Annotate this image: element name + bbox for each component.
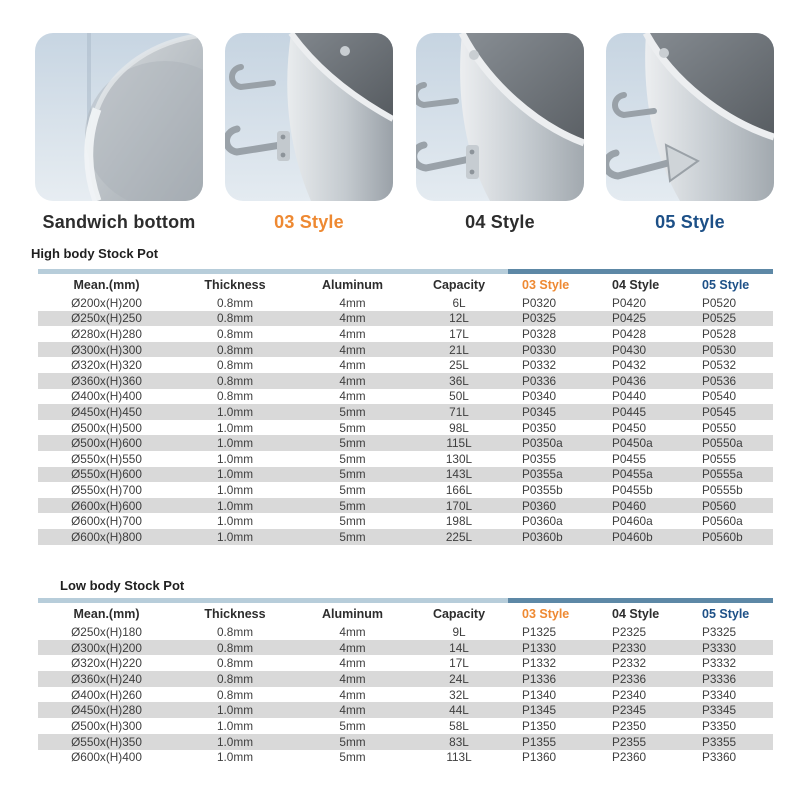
column-header: Aluminum	[321, 277, 384, 292]
column-header: Thickness	[204, 277, 266, 292]
table-row	[38, 467, 773, 483]
cell: Ø600x(H)700	[71, 514, 142, 529]
table-row	[38, 513, 773, 529]
cell: P0336	[522, 373, 557, 388]
cell: 5mm	[339, 451, 366, 466]
cell: 0.8mm	[216, 311, 254, 326]
cell: 4mm	[339, 656, 366, 671]
column-header: 03 Style	[522, 606, 570, 621]
cell: P1355	[522, 734, 557, 749]
cell: 1.0mm	[216, 467, 254, 482]
cell: Ø280x(H)280	[71, 326, 142, 341]
cell: P3340	[702, 687, 737, 702]
cell: 0.8mm	[216, 342, 254, 357]
gallery-label-05-style: 05 Style	[655, 212, 725, 232]
column-header: Mean.(mm)	[73, 606, 140, 621]
table-row	[38, 389, 773, 405]
pot-rim-photo-icon	[416, 33, 584, 201]
table-row	[38, 435, 773, 451]
cell: 71L	[449, 404, 469, 419]
column-header: 04 Style	[612, 606, 660, 621]
cell: P0530	[702, 342, 737, 357]
cell: P0455a	[612, 467, 653, 482]
cell: P0460	[612, 498, 647, 513]
cell: 5mm	[339, 420, 366, 435]
cell: P2345	[612, 703, 647, 718]
cell: P3332	[702, 656, 737, 671]
cell: 5mm	[339, 404, 366, 419]
cell: 4mm	[339, 358, 366, 373]
cell: 1.0mm	[216, 529, 254, 544]
cell: P3350	[702, 718, 737, 733]
column-header: 05 Style	[702, 277, 750, 292]
cell: P0355a	[522, 467, 563, 482]
cell: P0525	[702, 311, 737, 326]
cell: P3345	[702, 703, 737, 718]
cell: P0360a	[522, 514, 563, 529]
cell: 98L	[449, 420, 469, 435]
cell: 1.0mm	[216, 734, 254, 749]
cell: 0.8mm	[216, 687, 254, 702]
column-header: Capacity	[432, 606, 486, 621]
cell: P0328	[522, 326, 557, 341]
table-row	[38, 702, 773, 718]
table-header-row	[38, 274, 773, 295]
cell: P0455b	[612, 482, 653, 497]
cell: P0560b	[702, 529, 743, 544]
cell: P0460b	[612, 529, 653, 544]
cell: 17L	[449, 326, 469, 341]
cell: 1.0mm	[216, 451, 254, 466]
cell: P0532	[702, 358, 737, 373]
cell: P0450a	[612, 436, 653, 451]
cell: 5mm	[339, 734, 366, 749]
table-top-bar	[38, 269, 773, 274]
cell: P0520	[702, 295, 737, 310]
cell: P0432	[612, 358, 647, 373]
cell: P3336	[702, 671, 737, 686]
cell: Ø250x(H)180	[71, 624, 142, 639]
cell: 44L	[449, 703, 469, 718]
table-row	[38, 373, 773, 389]
cell: P0350a	[522, 436, 563, 451]
table-header-row	[38, 603, 773, 624]
cell: Ø500x(H)600	[71, 436, 142, 451]
cell: Ø360x(H)240	[71, 671, 142, 686]
cell: P0555a	[702, 467, 743, 482]
cell: Ø550x(H)600	[71, 467, 142, 482]
cell: 1.0mm	[216, 498, 254, 513]
cell: Ø600x(H)600	[71, 498, 142, 513]
cell: 21L	[449, 342, 469, 357]
cell: 166L	[445, 482, 473, 497]
cell: P0332	[522, 358, 557, 373]
cell: Ø550x(H)550	[71, 451, 142, 466]
cell: P0420	[612, 295, 647, 310]
cell: 36L	[449, 373, 469, 388]
cell: P0550	[702, 420, 737, 435]
cell: Ø600x(H)400	[71, 750, 142, 765]
cell: 5mm	[339, 718, 366, 733]
cell: P0455	[612, 451, 647, 466]
table-row	[38, 311, 773, 327]
cell: 1.0mm	[216, 420, 254, 435]
pot-bottom-photo-icon	[35, 33, 203, 201]
sandwich-bottom-pot-image	[35, 33, 203, 201]
cell: 17L	[449, 656, 469, 671]
cell: P0536	[702, 373, 737, 388]
cell: 4mm	[339, 295, 366, 310]
table-row	[38, 326, 773, 342]
cell: 4mm	[339, 342, 366, 357]
cell: 5mm	[339, 514, 366, 529]
cell: 4mm	[339, 311, 366, 326]
table-row	[38, 295, 773, 311]
cell: 25L	[449, 358, 469, 373]
column-header: 03 Style	[522, 277, 570, 292]
cell: 4mm	[339, 703, 366, 718]
gallery-label-03-style: 03 Style	[274, 212, 344, 232]
cell: P1340	[522, 687, 557, 702]
cell: 6L	[452, 295, 466, 310]
cell: P3325	[702, 624, 737, 639]
cell: 24L	[449, 671, 469, 686]
cell: P0560a	[702, 514, 743, 529]
table-body	[38, 624, 773, 765]
cell: P0350	[522, 420, 557, 435]
cell: P0528	[702, 326, 737, 341]
cell: 4mm	[339, 671, 366, 686]
cell: P1336	[522, 671, 557, 686]
column-header: Capacity	[432, 277, 486, 292]
cell: P1360	[522, 750, 557, 765]
cell: 115L	[446, 436, 472, 451]
cell: Ø320x(H)220	[71, 656, 142, 671]
cell: P1350	[522, 718, 557, 733]
cell: P0540	[702, 389, 737, 404]
top-bar-light-segment	[38, 269, 508, 274]
cell: P0460a	[612, 514, 653, 529]
cell: Ø600x(H)800	[71, 529, 142, 544]
table-row	[38, 624, 773, 640]
cell: P0555b	[702, 482, 743, 497]
table-title-high-body: High body Stock Pot	[31, 246, 159, 261]
cell: 0.8mm	[216, 358, 254, 373]
cell: Ø200x(H)200	[71, 295, 142, 310]
cell: 1.0mm	[216, 514, 254, 529]
cell: 1.0mm	[216, 482, 254, 497]
cell: P0355b	[522, 482, 563, 497]
pot-rim-photo-icon	[606, 33, 774, 201]
cell: 5mm	[339, 750, 366, 765]
cell: 0.8mm	[216, 326, 254, 341]
table-row	[38, 734, 773, 750]
style-03-pot-image	[225, 33, 393, 201]
cell: Ø300x(H)200	[71, 640, 142, 655]
cell: P0320	[522, 295, 557, 310]
cell: P0550a	[702, 436, 743, 451]
cell: Ø400x(H)400	[71, 389, 142, 404]
cell: P0555	[702, 451, 737, 466]
cell: 170L	[445, 498, 473, 513]
cell: P2330	[612, 640, 647, 655]
cell: 0.8mm	[216, 656, 254, 671]
cell: P0355	[522, 451, 557, 466]
table-title-low-body: Low body Stock Pot	[60, 578, 185, 593]
cell: 1.0mm	[216, 436, 254, 451]
cell: 1.0mm	[216, 703, 254, 718]
cell: 225L	[445, 529, 473, 544]
cell: P0450	[612, 420, 647, 435]
cell: 0.8mm	[216, 671, 254, 686]
top-bar-light-segment	[38, 598, 508, 603]
cell: P0545	[702, 404, 737, 419]
gallery-label-04-style: 04 Style	[465, 212, 535, 232]
cell: 5mm	[339, 436, 366, 451]
table-row	[38, 640, 773, 656]
table-row	[38, 750, 773, 766]
cell: P0360	[522, 498, 557, 513]
cell: Ø250x(H)250	[71, 311, 142, 326]
cell: 143L	[445, 467, 473, 482]
cell: 4mm	[339, 326, 366, 341]
top-bar-dark-segment	[508, 598, 773, 603]
cell: 14L	[449, 640, 469, 655]
cell: 4mm	[339, 687, 366, 702]
table-row	[38, 342, 773, 358]
column-header: Aluminum	[321, 606, 384, 621]
cell: 58L	[449, 718, 469, 733]
cell: 4mm	[339, 640, 366, 655]
cell: P2332	[612, 656, 647, 671]
cell: Ø450x(H)450	[71, 404, 142, 419]
cell: P2360	[612, 750, 647, 765]
cell: Ø320x(H)320	[71, 358, 142, 373]
cell: 130L	[445, 451, 473, 466]
cell: P1325	[522, 624, 557, 639]
cell: 5mm	[339, 482, 366, 497]
cell: P1332	[522, 656, 557, 671]
table-row	[38, 655, 773, 671]
cell: P2325	[612, 624, 647, 639]
table-row	[38, 687, 773, 703]
cell: P0440	[612, 389, 647, 404]
table-row	[38, 420, 773, 436]
cell: P3360	[702, 750, 737, 765]
top-bar-dark-segment	[508, 269, 773, 274]
column-header: 04 Style	[612, 277, 660, 292]
cell: P0425	[612, 311, 647, 326]
cell: 1.0mm	[216, 718, 254, 733]
cell: P0325	[522, 311, 557, 326]
cell: P3330	[702, 640, 737, 655]
cell: 0.8mm	[216, 389, 254, 404]
cell: P2355	[612, 734, 647, 749]
table-top-bar	[38, 598, 773, 603]
table-row	[38, 529, 773, 545]
cell: P2350	[612, 718, 647, 733]
cell: 1.0mm	[216, 750, 254, 765]
cell: Ø450x(H)280	[71, 703, 142, 718]
low-body-stock-pot-table	[38, 578, 773, 765]
column-header: 05 Style	[702, 606, 750, 621]
cell: P0345	[522, 404, 557, 419]
cell: Ø550x(H)700	[71, 482, 142, 497]
pot-rim-photo-icon	[225, 33, 393, 201]
column-header: Thickness	[204, 606, 266, 621]
cell: P0445	[612, 404, 647, 419]
cell: 32L	[449, 687, 469, 702]
column-header: Mean.(mm)	[73, 277, 140, 292]
cell: 50L	[449, 389, 469, 404]
table-row	[38, 357, 773, 373]
table-row	[38, 482, 773, 498]
cell: 83L	[449, 734, 469, 749]
cell: P1345	[522, 703, 557, 718]
cell: P0428	[612, 326, 647, 341]
high-body-stock-pot-table	[31, 246, 773, 545]
cell: 0.8mm	[216, 640, 254, 655]
table-row	[38, 498, 773, 514]
cell: P3355	[702, 734, 737, 749]
cell: 0.8mm	[216, 373, 254, 388]
cell: Ø500x(H)500	[71, 420, 142, 435]
cell: 1.0mm	[216, 404, 254, 419]
cell: 198L	[445, 514, 473, 529]
cell: 5mm	[339, 529, 366, 544]
cell: P0436	[612, 373, 647, 388]
cell: 5mm	[339, 467, 366, 482]
cell: P1330	[522, 640, 557, 655]
table-row	[38, 718, 773, 734]
gallery-label-sandwich-bottom: Sandwich bottom	[42, 212, 196, 232]
style-05-pot-image	[606, 33, 774, 201]
cell: Ø500x(H)300	[71, 718, 142, 733]
cell: P0340	[522, 389, 557, 404]
cell: Ø550x(H)350	[71, 734, 142, 749]
style-04-pot-image	[416, 33, 584, 201]
cell: 0.8mm	[216, 295, 254, 310]
table-row	[38, 404, 773, 420]
cell: P0560	[702, 498, 737, 513]
cell: 4mm	[339, 373, 366, 388]
cell: Ø400x(H)260	[71, 687, 142, 702]
cell: 9L	[452, 624, 466, 639]
cell: Ø360x(H)360	[71, 373, 142, 388]
table-row	[38, 671, 773, 687]
cell: 0.8mm	[216, 624, 254, 639]
cell: Ø300x(H)300	[71, 342, 142, 357]
cell: P0330	[522, 342, 557, 357]
cell: 113L	[446, 750, 472, 765]
cell: 5mm	[339, 498, 366, 513]
cell: 4mm	[339, 389, 366, 404]
cell: P0430	[612, 342, 647, 357]
table-row	[38, 451, 773, 467]
table-body	[38, 295, 773, 545]
cell: 4mm	[339, 624, 366, 639]
cell: P0360b	[522, 529, 563, 544]
cell: P2340	[612, 687, 647, 702]
cell: 12L	[449, 311, 469, 326]
cell: P2336	[612, 671, 647, 686]
